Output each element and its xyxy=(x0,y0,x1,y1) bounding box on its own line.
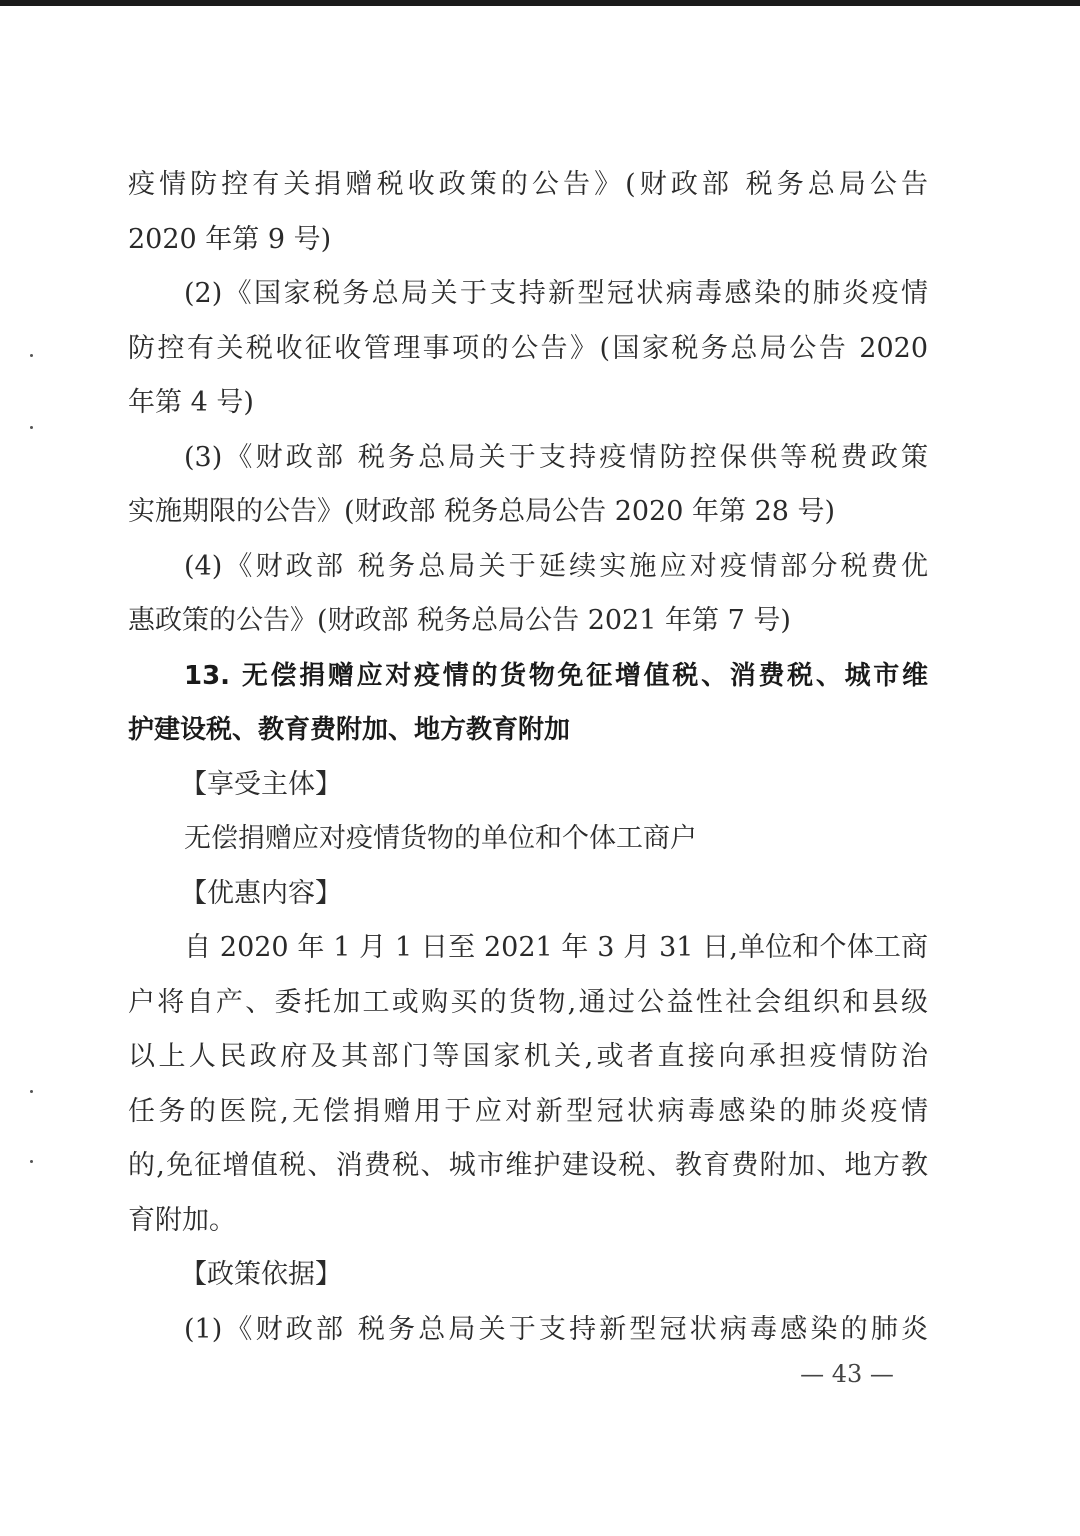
body-line: 户将自产、委托加工或购买的货物,通过公益性社会组织和县级 xyxy=(128,986,928,1018)
heading-line: 护建设税、教育费附加、地方教育附加 xyxy=(128,715,571,745)
beneficiary-section xyxy=(128,758,928,867)
scan-speck xyxy=(30,1160,33,1163)
body-line: 以上人民政府及其部门等国家机关,或者直接向承担疫情防治 xyxy=(128,1041,928,1072)
scan-top-edge xyxy=(0,0,1080,6)
preferential-label: 【优惠内容】 xyxy=(180,877,342,909)
body-line: 自 2020 年 1 月 1 日至 2021 年 3 月 31 日,单位和个体工商 xyxy=(184,932,928,963)
body-line: (2)《国家税务总局关于支持新型冠状病毒感染的肺炎疫情 xyxy=(184,278,928,309)
body-line: 惠政策的公告》(财政部 税务总局公告 2021 年第 7 号) xyxy=(128,605,791,636)
body-line: 疫情防控有关捐赠税收政策的公告》(财政部 税务总局公告 xyxy=(128,169,928,200)
body-line: (3)《财政部 税务总局关于支持疫情防控保供等税费政策 xyxy=(184,441,928,473)
body-line: 实施期限的公告》(财政部 税务总局公告 2020 年第 28 号) xyxy=(128,496,836,527)
scan-speck xyxy=(30,354,33,357)
body-line: (4)《财政部 税务总局关于延续实施应对疫情部分税费优 xyxy=(184,550,928,582)
reference-continuation xyxy=(128,158,928,267)
body-line: (1)《财政部 税务总局关于支持新型冠状病毒感染的肺炎 xyxy=(184,1313,928,1345)
beneficiary-text: 无偿捐赠应对疫情货物的单位和个体工商户 xyxy=(184,823,697,854)
body-line: 育附加。 xyxy=(128,1204,236,1236)
reference-item-4 xyxy=(128,540,928,649)
scan-speck xyxy=(30,1090,33,1093)
preferential-section xyxy=(128,867,928,1249)
policy-basis-section xyxy=(128,1248,928,1357)
reference-item-3 xyxy=(128,431,928,540)
body-line: 任务的医院,无偿捐赠用于应对新型冠状病毒感染的肺炎疫情 xyxy=(128,1095,928,1127)
beneficiary-label: 【享受主体】 xyxy=(180,768,342,800)
page-number: — 43 — xyxy=(800,1360,894,1388)
body-line: 防控有关税收征收管理事项的公告》(国家税务总局公告 2020 xyxy=(128,332,928,364)
body-line: 2020 年第 9 号) xyxy=(128,223,332,255)
reference-item-2 xyxy=(128,267,928,431)
section-heading xyxy=(128,649,928,758)
body-line: 的,免征增值税、消费税、城市维护建设税、教育费附加、地方教 xyxy=(128,1150,928,1181)
policy-basis-label: 【政策依据】 xyxy=(180,1259,342,1290)
heading-line: 13. 无偿捐赠应对疫情的货物免征增值税、消费税、城市维 xyxy=(184,660,928,691)
document-page xyxy=(128,158,928,1357)
body-line: 年第 4 号) xyxy=(128,387,254,418)
scan-speck xyxy=(30,426,33,429)
